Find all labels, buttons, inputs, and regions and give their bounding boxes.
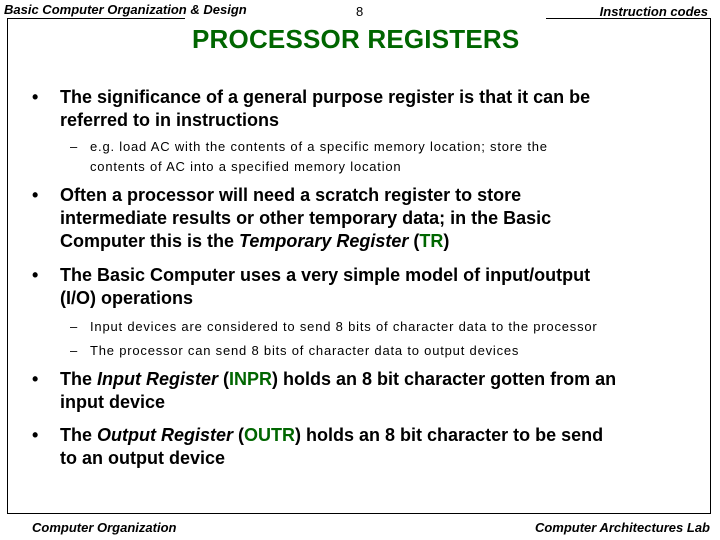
text-run: ) holds an 8 bit character gotten from an	[272, 369, 617, 389]
sub-bullet-text-line: contents of AC into a specified memory location	[90, 159, 402, 174]
header-section-title: Instruction codes	[599, 4, 708, 19]
abbr-outr: OUTR	[244, 425, 296, 445]
text-run: The	[60, 369, 98, 389]
sub-bullet-text-line: e.g. load AC with the contents of a specific memory location; store the	[90, 139, 548, 154]
sub-bullet-dash: –	[70, 343, 79, 358]
bullet-text-line	[60, 230, 449, 253]
term-input-register: Input Register	[97, 369, 219, 389]
header-course-title: Basic Computer Organization & Design	[4, 2, 247, 17]
text-run: Computer this is the	[60, 231, 240, 251]
page-number: 8	[356, 4, 364, 19]
sub-bullet-dash: –	[70, 319, 79, 334]
text-run: )	[443, 231, 450, 251]
text-run: ) holds an 8 bit character to be send	[295, 425, 604, 445]
bullet-text-line: (I/O) operations	[60, 288, 194, 308]
bullet-text-line: The significance of a general purpose register is that it can be	[60, 87, 591, 107]
bullet-dot: •	[32, 369, 39, 389]
bullet-text-line: Often a processor will need a scratch register to store	[60, 185, 522, 205]
footer-left: Computer Organization	[32, 520, 177, 535]
frame-top-right-border	[546, 18, 711, 19]
abbr-tr: TR	[419, 231, 444, 251]
slide-title: PROCESSOR REGISTERS	[192, 24, 520, 54]
bullet-dot: •	[32, 185, 39, 205]
abbr-inpr: INPR	[229, 369, 273, 389]
bullet-text-line: input device	[60, 392, 166, 412]
bullet-text-line: intermediate results or other temporary data; in the Basic	[60, 208, 552, 228]
bullet-text-line	[60, 368, 616, 391]
bullet-text-line	[60, 424, 603, 447]
term-temporary-register: Temporary Register	[239, 231, 409, 251]
text-run: (	[218, 369, 230, 389]
sub-bullet-text-line: Input devices are considered to send 8 bits of character data to the processor	[90, 319, 598, 334]
frame-top-left-border	[7, 18, 185, 19]
bullet-text-line: referred to in instructions	[60, 110, 280, 130]
sub-bullet-dash: –	[70, 139, 79, 154]
bullet-dot: •	[32, 87, 39, 107]
bullet-text-line: to an output device	[60, 448, 226, 468]
text-run: (	[233, 425, 245, 445]
bullet-dot: •	[32, 425, 39, 445]
footer-right: Computer Architectures Lab	[534, 520, 710, 535]
text-run: (	[408, 231, 420, 251]
bullet-text-line: The Basic Computer uses a very simple model of input/output	[60, 265, 591, 285]
sub-bullet-text-line: The processor can send 8 bits of character data to output devices	[90, 343, 520, 358]
term-output-register: Output Register	[97, 425, 234, 445]
bullet-dot: •	[32, 265, 39, 285]
text-run: The	[60, 425, 98, 445]
